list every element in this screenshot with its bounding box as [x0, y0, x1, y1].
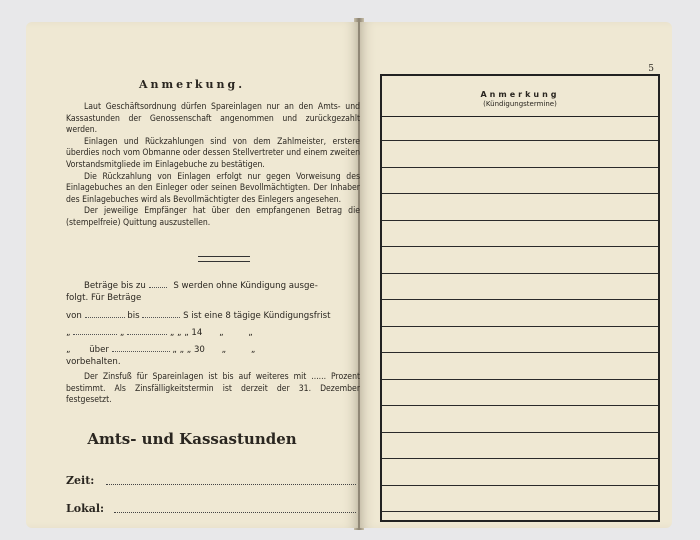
table-row	[382, 193, 658, 194]
table-row	[382, 220, 658, 221]
rules-text	[66, 102, 360, 230]
notice-dates-table	[380, 74, 660, 522]
table-row	[382, 167, 658, 168]
table-row	[382, 326, 658, 327]
table-title: Anmerkung	[480, 90, 560, 99]
left-heading: Anmerkung.	[138, 78, 246, 91]
time-field	[106, 484, 356, 485]
terms-line-2: folgt. Für Beträge	[66, 293, 142, 303]
table-row	[382, 246, 658, 247]
place-field	[114, 512, 356, 513]
table-row	[382, 432, 658, 433]
table-row	[382, 485, 658, 486]
table-header	[382, 76, 658, 117]
paragraph-2: Einlagen und Rückzahlungen sind von dem Zahlmeister, erstere überdies noch vom Obmanne oder dessen Stellvertreter und einem zweiten Vorstandsmitgliede im Einlagebuche zu bestätigen.	[66, 136, 360, 170]
table-row	[382, 511, 658, 512]
page-number: 5	[648, 64, 654, 74]
terms-line-6: vorbehalten.	[66, 357, 121, 367]
savings-book	[14, 14, 682, 530]
terms-line-3: von bis S ist eine 8 tägige Kündigungsfrist	[66, 311, 331, 321]
table-row	[382, 352, 658, 353]
table-row	[382, 379, 658, 380]
divider-rule	[198, 256, 250, 262]
paragraph-1: Laut Geschäftsordnung dürfen Spareinlagen nur an den Amts- und Kassastunden der Genossenschaft angenommen und zurückgezahlt werden.	[66, 102, 360, 136]
paragraph-3: Die Rückzahlung von Einlagen erfolgt nur gegen Vorweisung des Einlagebuches an den Einleger oder seinen Bevollmächtigten. Der Inhaber des Einlagebuches wird als Bevollmächtigter des Einlegers angesehen.	[66, 171, 360, 205]
terms-line-4: „ „ „ „ „ 14 „ „	[66, 328, 253, 338]
table-row	[382, 299, 658, 300]
place-label: Lokal:	[66, 502, 105, 515]
office-hours-heading: Amts- und Kassastunden	[87, 430, 297, 448]
interest-text: Der Zinsfuß für Spareinlagen ist bis auf weiteres mit ...... Prozent bestimmt. Als Zinsfälligkeitstermin ist derzeit der 31. Dezember festgesetzt.	[66, 372, 360, 406]
table-row	[382, 140, 658, 141]
terms-line-5: „ über „ „ „ 30 „ „	[66, 345, 256, 355]
paragraph-4: Der jeweilige Empfänger hat über den empfangenen Betrag die (stempelfreie) Quittung auszustellen.	[66, 206, 360, 228]
table-row	[382, 405, 658, 406]
table-subtitle: (Kündigungstermine)	[483, 100, 557, 108]
table-row	[382, 458, 658, 459]
terms-line-1: Beträge bis zu S werden ohne Kündigung ausge-	[84, 281, 318, 291]
time-label: Zeit:	[66, 474, 95, 487]
right-page	[360, 22, 672, 528]
left-page	[26, 22, 358, 528]
table-row	[382, 273, 658, 274]
